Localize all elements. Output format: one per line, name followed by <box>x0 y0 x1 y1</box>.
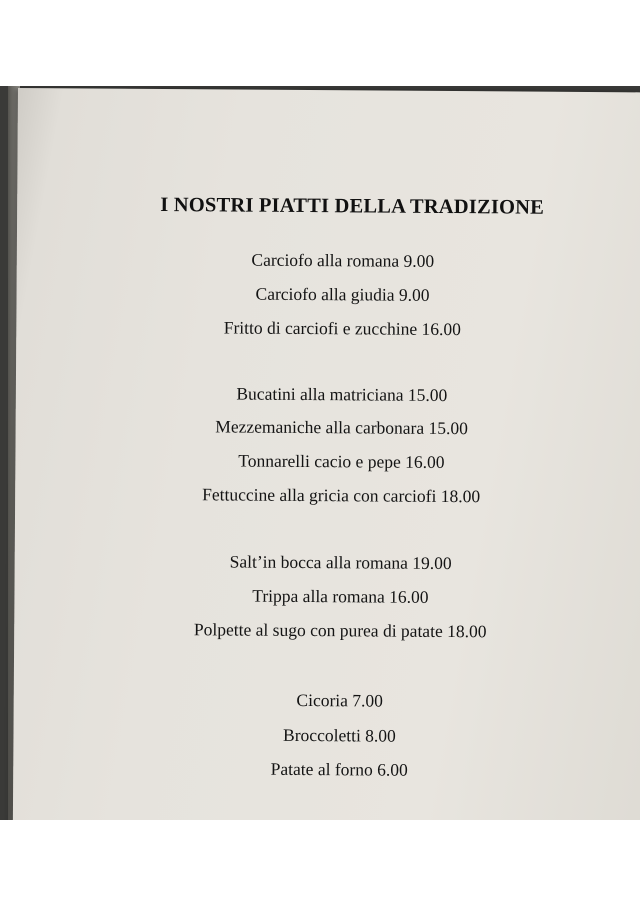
menu-item-saltinbocca: Salt’in bocca alla romana 19.00 <box>229 551 452 574</box>
menu-item-carciofo-giudia: Carciofo alla giudia 9.00 <box>255 283 430 305</box>
menu-item-bucatini: Bucatini alla matriciana 15.00 <box>236 383 448 406</box>
menu-item-broccoletti: Broccoletti 8.00 <box>283 724 396 746</box>
menu-item-carciofo-romana: Carciofo alla romana 9.00 <box>251 249 435 271</box>
menu-photo <box>0 86 640 820</box>
menu-item-fettuccine: Fettuccine alla gricia con carciofi 18.00 <box>202 484 481 507</box>
menu-item-cicoria: Cicoria 7.00 <box>296 689 384 711</box>
menu-item-mezzemaniche: Mezzemaniche alla carbonara 15.00 <box>215 416 469 439</box>
menu-title: I NOSTRI PIATTI DELLA TRADIZIONE <box>160 193 545 219</box>
menu-item-fritto: Fritto di carciofi e zucchine 16.00 <box>223 317 461 340</box>
menu-item-polpette: Polpette al sugo con purea di patate 18.00 <box>193 619 487 642</box>
menu-page <box>13 88 640 820</box>
menu-item-patate: Patate al forno 6.00 <box>270 758 408 780</box>
menu-item-trippa: Trippa alla romana 16.00 <box>252 585 429 607</box>
menu-item-tonnarelli: Tonnarelli cacio e pepe 16.00 <box>238 450 445 472</box>
